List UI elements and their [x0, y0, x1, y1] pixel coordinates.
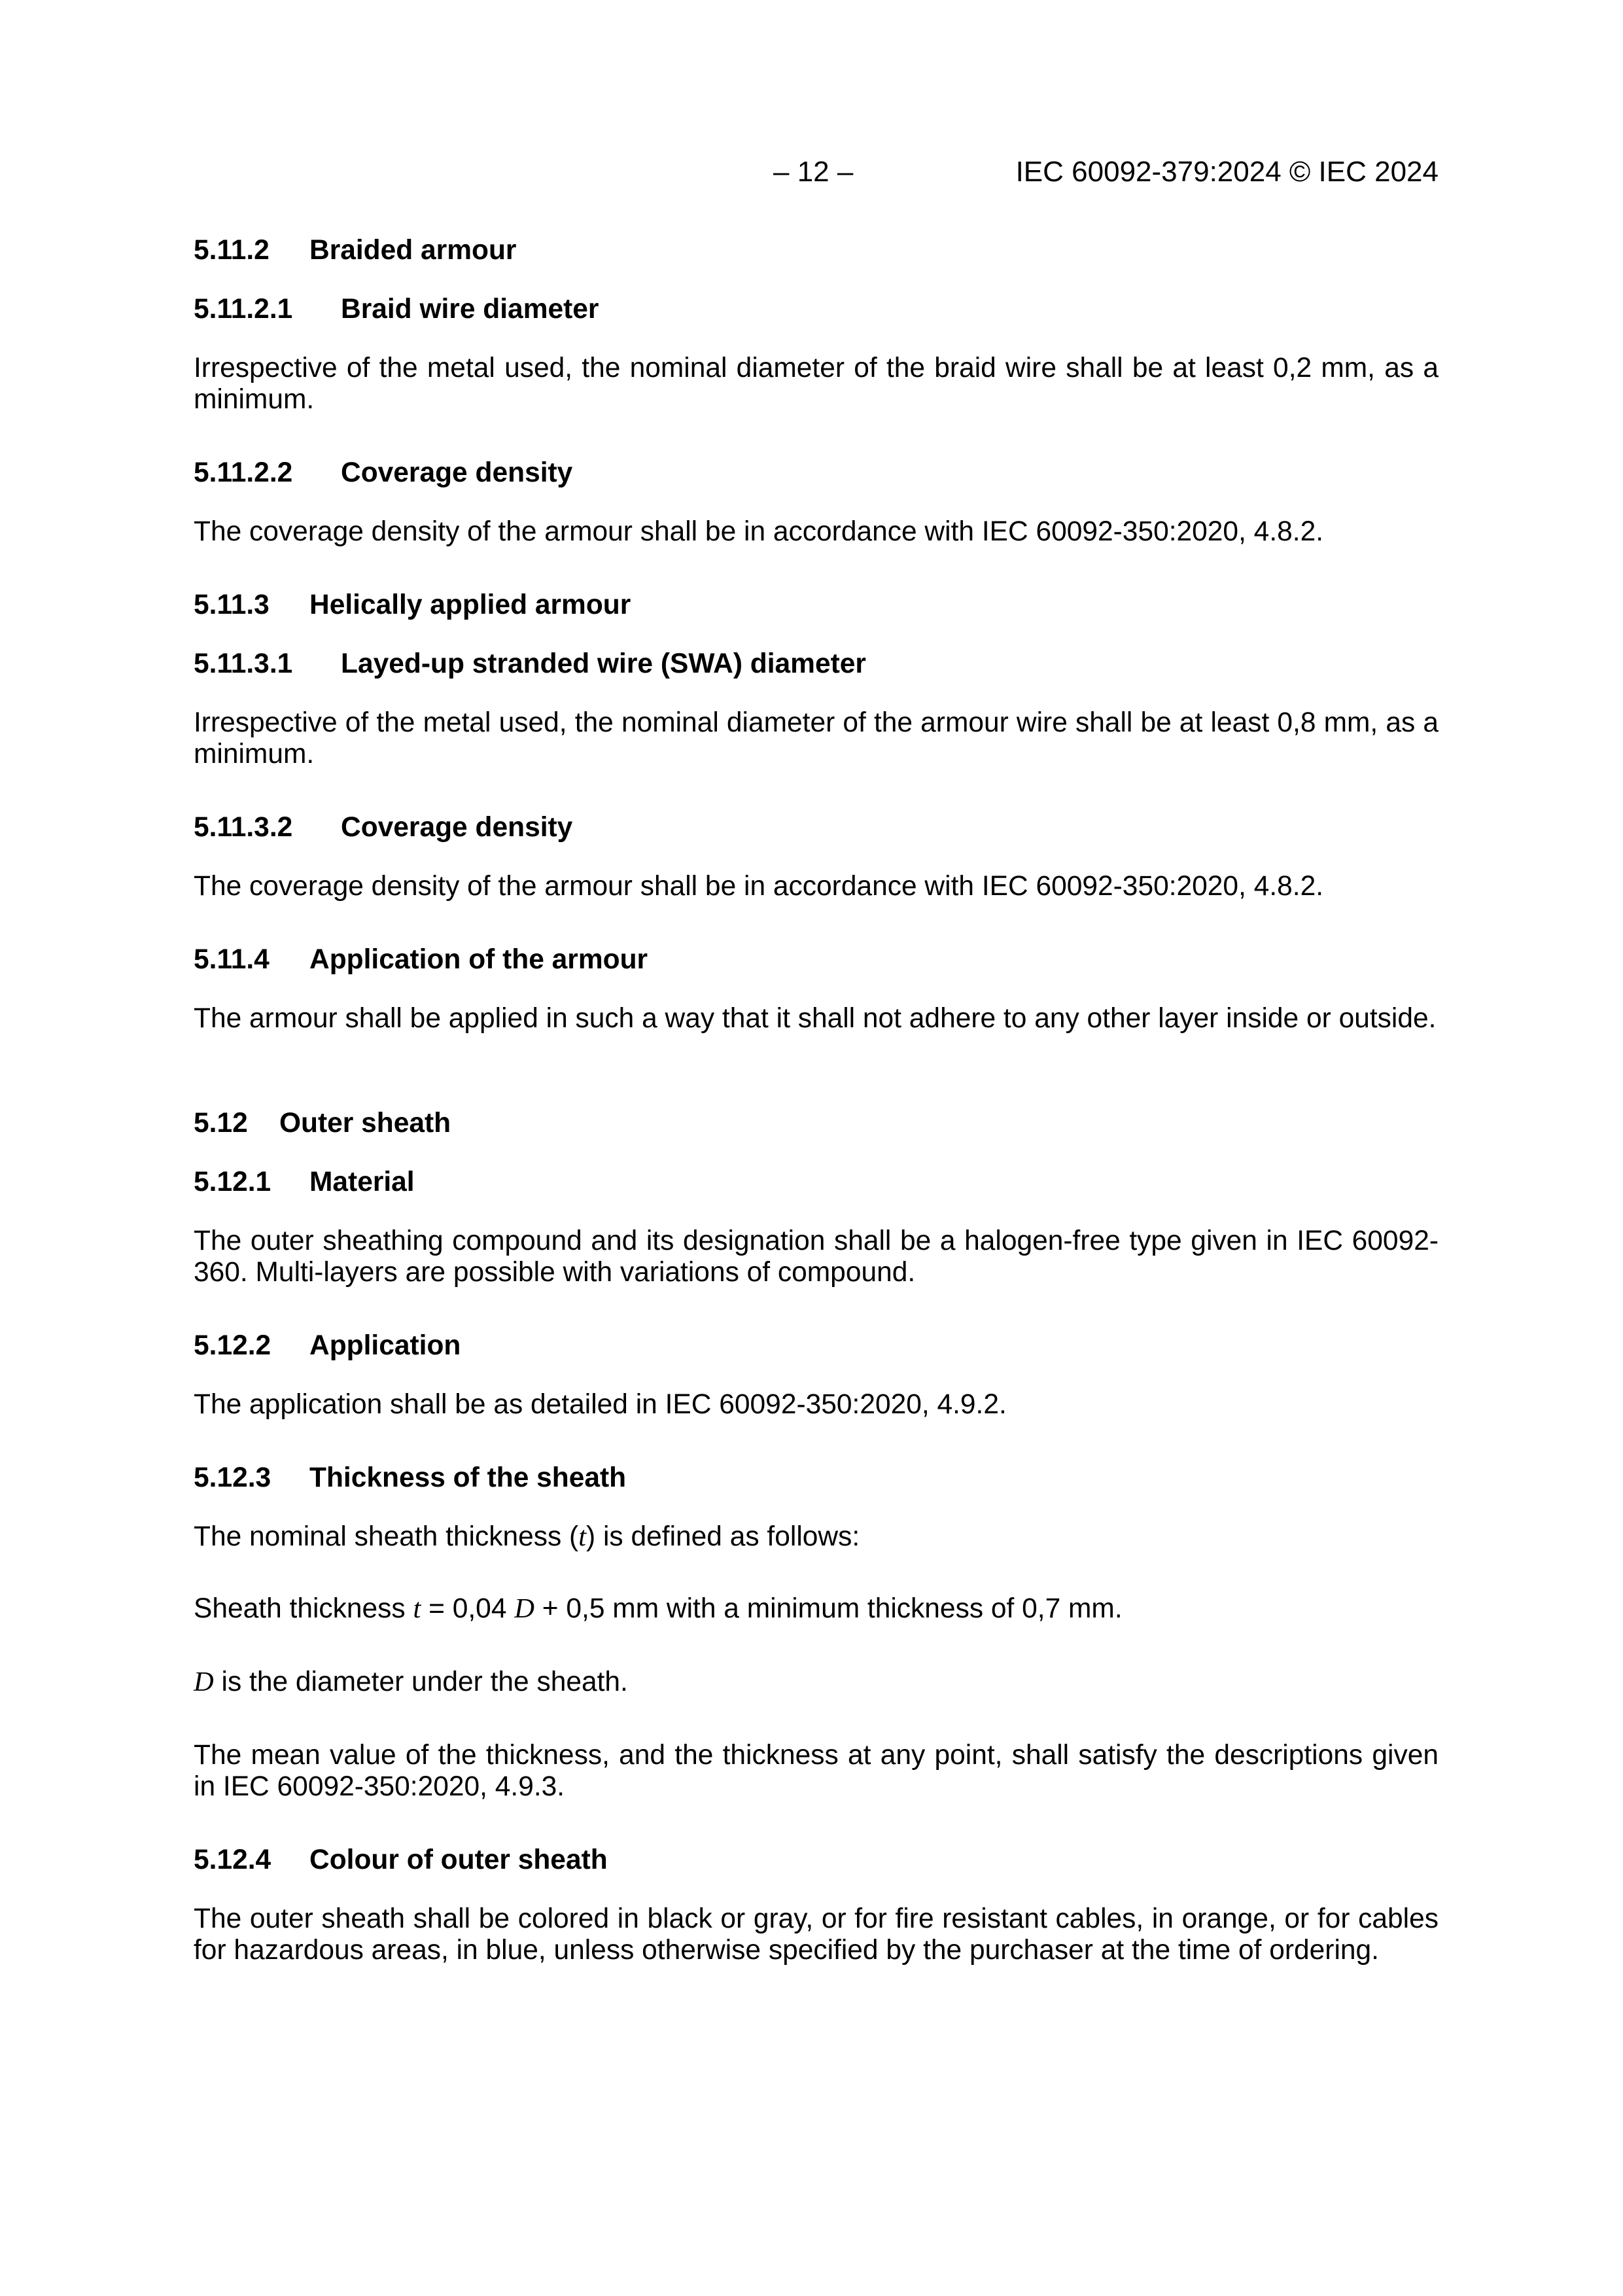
document-reference: IEC 60092-379:2024 © IEC 2024	[1015, 156, 1439, 188]
d-definition	[194, 1667, 1439, 1698]
heading-5-11-3-1	[194, 648, 1439, 680]
heading-title: Material	[309, 1167, 415, 1197]
heading-number: 5.12	[194, 1108, 248, 1139]
heading-5-12-2	[194, 1330, 1439, 1362]
heading-number: 5.11.3	[194, 590, 270, 620]
heading-title: Coverage density	[341, 457, 573, 488]
thickness-formula	[194, 1593, 1439, 1625]
paragraph-sheath-application: The application shall be as detailed in IEC 60092-350:2020, 4.9.2.	[194, 1389, 1007, 1420]
variable-d: D	[514, 1593, 534, 1624]
heading-title: Outer sheath	[279, 1108, 451, 1139]
paragraph-armour-application: The armour shall be applied in such a way that it shall not adhere to any other layer inside or outside.	[194, 1003, 1437, 1034]
variable-t: t	[413, 1593, 421, 1624]
text: is the diameter under the sheath.	[213, 1667, 628, 1697]
paragraph-braid-coverage-density: The coverage density of the armour shall be in accordance with IEC 60092-350:2020, 4.8.2.	[194, 516, 1324, 547]
variable-d: D	[194, 1667, 214, 1697]
heading-number: 5.12.2	[194, 1330, 271, 1361]
heading-5-11-2-2	[194, 457, 1439, 489]
heading-title: Helically applied armour	[309, 590, 631, 620]
heading-title: Coverage density	[341, 812, 573, 843]
heading-5-11-3-2	[194, 812, 1439, 843]
text: The nominal sheath thickness (	[194, 1521, 579, 1552]
variable-t: t	[578, 1521, 587, 1552]
heading-number: 5.12.1	[194, 1167, 271, 1197]
heading-number: 5.11.3.2	[194, 812, 293, 843]
paragraph-sheath-colour: The outer sheath shall be colored in black or gray, or for fire resistant cables, in orange, or for cables for hazardous areas, in blue, unless otherwise specified by the purchaser at the time of ordering.	[194, 1903, 1439, 1966]
heading-number: 5.12.4	[194, 1845, 271, 1875]
paragraph-thickness-intro	[194, 1521, 1439, 1553]
text: ) is defined as follows:	[586, 1521, 860, 1552]
heading-5-11-3	[194, 590, 1439, 621]
heading-number: 5.11.4	[194, 944, 270, 975]
heading-number: 5.11.2.2	[194, 457, 293, 488]
heading-title: Layed-up stranded wire (SWA) diameter	[341, 648, 866, 679]
heading-title: Application	[309, 1330, 461, 1361]
paragraph-helical-coverage-density: The coverage density of the armour shall be in accordance with IEC 60092-350:2020, 4.8.2.	[194, 871, 1324, 902]
heading-5-12-1	[194, 1167, 1439, 1198]
heading-title: Application of the armour	[309, 944, 648, 975]
heading-5-12	[194, 1108, 1439, 1139]
paragraph-braid-wire-diameter: Irrespective of the metal used, the nominal diameter of the braid wire shall be at least 0,2 mm, as a minimum.	[194, 353, 1439, 415]
heading-title: Thickness of the sheath	[309, 1462, 627, 1493]
text: = 0,04	[421, 1593, 515, 1624]
paragraph-mean-thickness: The mean value of the thickness, and the thickness at any point, shall satisfy the descriptions given in IEC 60092-350:2020, 4.9.3.	[194, 1740, 1439, 1802]
heading-number: 5.11.2	[194, 235, 270, 266]
heading-5-11-2	[194, 235, 1439, 266]
heading-title: Colour of outer sheath	[309, 1845, 608, 1875]
heading-5-12-4	[194, 1845, 1439, 1876]
heading-5-12-3	[194, 1462, 1439, 1494]
heading-5-11-2-1	[194, 294, 1439, 325]
paragraph-swa-diameter: Irrespective of the metal used, the nominal diameter of the armour wire shall be at least 0,8 mm, as a minimum.	[194, 707, 1439, 769]
page-number: – 12 –	[773, 156, 854, 188]
text: Sheath thickness	[194, 1593, 413, 1624]
heading-number: 5.11.3.1	[194, 648, 293, 679]
heading-5-11-4	[194, 944, 1439, 976]
heading-number: 5.12.3	[194, 1462, 271, 1493]
paragraph-sheath-material: The outer sheathing compound and its designation shall be a halogen-free type given in IEC 60092-360. Multi-layers are possible with variations of compound.	[194, 1226, 1439, 1288]
heading-number: 5.11.2.1	[194, 294, 293, 325]
heading-title: Braided armour	[309, 235, 517, 266]
text: + 0,5 mm with a minimum thickness of 0,7 mm.	[534, 1593, 1123, 1624]
heading-title: Braid wire diameter	[341, 294, 599, 325]
